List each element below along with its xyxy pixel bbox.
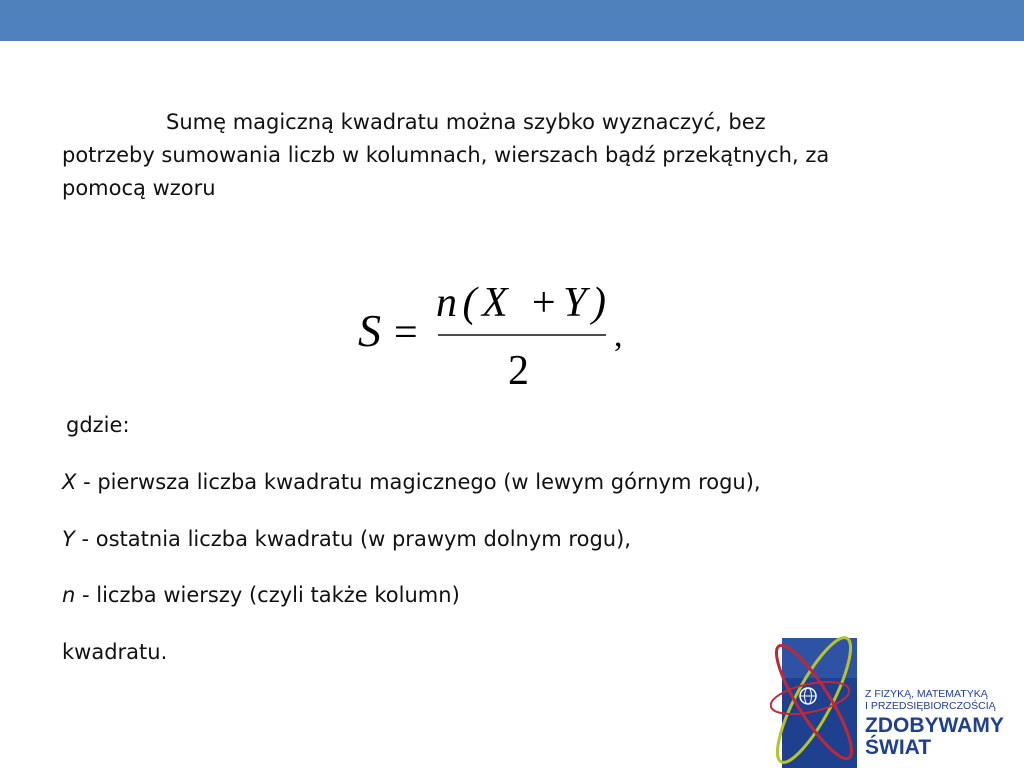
formula-numerator: n(X +Y) bbox=[436, 280, 606, 326]
formula-equals: = bbox=[394, 310, 418, 356]
magic-sum-formula bbox=[352, 278, 652, 393]
symbol-y: Y bbox=[62, 527, 75, 551]
definition-tail: kwadratu. bbox=[62, 640, 168, 664]
logo-tagline-1: Z FIZYKĄ, MATEMATYKĄ bbox=[865, 688, 988, 700]
intro-line-1: Sumę magiczną kwadratu można szybko wyznaczyć, bez bbox=[166, 110, 766, 134]
definition-x-text: - pierwsza liczba kwadratu magicznego (w lewym górnym rogu), bbox=[76, 470, 761, 494]
symbol-x: X bbox=[62, 470, 77, 494]
zdobywamy-swiat-logo bbox=[770, 624, 1024, 768]
symbol-n: n bbox=[62, 583, 76, 607]
intro-paragraph bbox=[62, 106, 982, 205]
definition-x bbox=[62, 470, 761, 494]
where-label: gdzie: bbox=[66, 413, 130, 437]
logo-tagline-2: I PRZEDSIĘBIORCZOŚCIĄ bbox=[865, 700, 996, 712]
definition-n-text: - liczba wierszy (czyli także kolumn) bbox=[75, 583, 460, 607]
logo-title-2: ŚWIAT bbox=[865, 736, 932, 759]
formula-lhs: S bbox=[358, 305, 381, 356]
definition-y-text: - ostatnia liczba kwadratu (w prawym dolnym rogu), bbox=[74, 527, 631, 551]
definition-n bbox=[62, 583, 460, 607]
top-banner-bar bbox=[0, 0, 1024, 41]
formula-comma: , bbox=[614, 317, 623, 354]
logo-title-1: ZDOBYWAMY bbox=[865, 714, 1004, 737]
formula-denominator: 2 bbox=[508, 348, 529, 393]
definition-y bbox=[62, 527, 631, 551]
intro-line-2: potrzeby sumowania liczb w kolumnach, wierszach bądź przekątnych, za bbox=[62, 143, 830, 167]
intro-line-3: pomocą wzoru bbox=[62, 176, 216, 200]
